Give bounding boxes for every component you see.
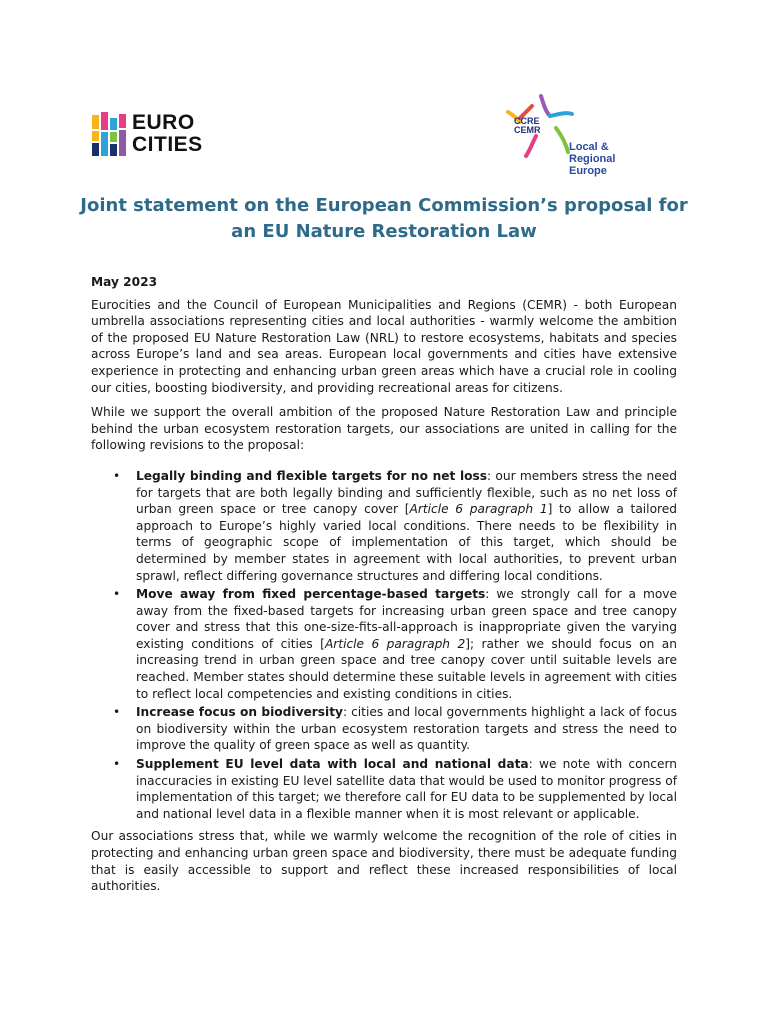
cemr-logo-tagline [569,141,656,177]
cemr-tag-line1: Local & Regional [569,141,616,165]
eurocities-logo-text [132,112,203,156]
bullet-text: : cities and local governments highlight a lack of focus on biodiversity within the urban ecosystem restoration targets and stress the need to improve the quality of green space as well as quantity. [136,705,677,753]
bullet-icon: • [113,705,121,720]
bullet-text-continued: ]; rather we should focus on an increasing trend in urban green space and tree canopy cover until suitable levels are reached. Member states should determine these suitable levels in agreement with cities to reflect local competencies and existing conditions in cities. [136,636,677,701]
bullet-heading: Supplement EU level data with local and national data [136,757,529,772]
bullet-text-continued: ] to allow a tailored approach to Europe’s highly varied local conditions. There needs to be flexibility in terms of geographic scope of implementation of this target, which should be determined by member states in agreement with local authorities, to prevent urban sprawl, reflect differing governance structures and differing local conditions. [136,502,678,583]
statement-date: May 2023 [91,275,158,289]
bullet-heading: Increase focus on biodiversity [136,705,343,720]
bullet-icon: • [113,757,121,772]
bullet-icon: • [113,468,121,483]
bullet-heading: Move away from fixed percentage-based targets [136,587,486,602]
cemr-logo [506,92,656,177]
list-item [91,586,677,702]
eurocities-logo-line1: EURO [132,111,195,134]
intro-paragraph: Eurocities and the Council of European Municipalities and Regions (CEMR) - both European umbrella associations representing cities and local authorities - warmly welcome the ambition of the proposed EU Nature Restoration Law (NRL) to restore ecosystems, habitats and species across Europe’s land and sea areas. European local governments and cities have extensive experience in protecting and enhancing urban green areas which have a crucial role in cooling our cities, boosting biodiversity, and providing recreational areas for citizens. [91,297,677,395]
eurocities-logo-mark [92,112,126,156]
eurocities-logo-line2: CITIES [132,133,203,156]
revisions-list [91,468,677,822]
cemr-tag-line2: Europe [569,165,607,177]
title-line2: an EU Nature Restoration Law [231,221,537,242]
closing-paragraph: Our associations stress that, while we warmly welcome the recognition of the role of cities in protecting and enhancing urban green space and biodiversity, there must be adequate funding that is easily accessible to support and reflect these increased responsibilities of local authorities. [91,829,677,894]
bullet-text: : we strongly call for a move away from the fixed-based targets for increasing urban green space and tree canopy cover and stress that this one-size-fits-all-approach is inappropriate given the varying existing conditions of cities [ [136,587,677,651]
title-line1: Joint statement on the European Commission’s proposal for [80,195,688,216]
cemr-logo-acronyms [514,117,541,135]
bullet-icon: • [113,587,121,602]
eurocities-logo [92,112,232,158]
list-item [91,704,677,754]
article-reference: Article 6 paragraph 2 [324,636,466,651]
document-title [60,193,708,245]
bullet-text: : our members stress the need for targets that are both legally binding and sufficiently flexible, such as no net loss of urban green space or tree canopy cover [ [136,468,677,517]
support-paragraph: While we support the overall ambition of the proposed Nature Restoration Law and principle behind the urban ecosystem restoration targets, our associations are united in calling for the following revisions to the proposal: [91,405,677,453]
cemr-logo-ccre: CCRE [514,116,540,126]
bullet-text: : we note with concern inaccuracies in existing EU level satellite data that would be used to monitor progress of implementation of this target; we therefore call for EU data to be supplemented by local and national level data in a flexible manner when it is most relevant or applicable. [136,757,678,821]
bullet-heading: Legally binding and flexible targets for no net loss [136,468,488,483]
cemr-logo-cemr: CEMR [514,125,541,135]
document-body [91,274,677,903]
article-reference: Article 6 paragraph 1 [409,502,548,517]
list-item [91,756,677,822]
list-item [91,468,677,584]
